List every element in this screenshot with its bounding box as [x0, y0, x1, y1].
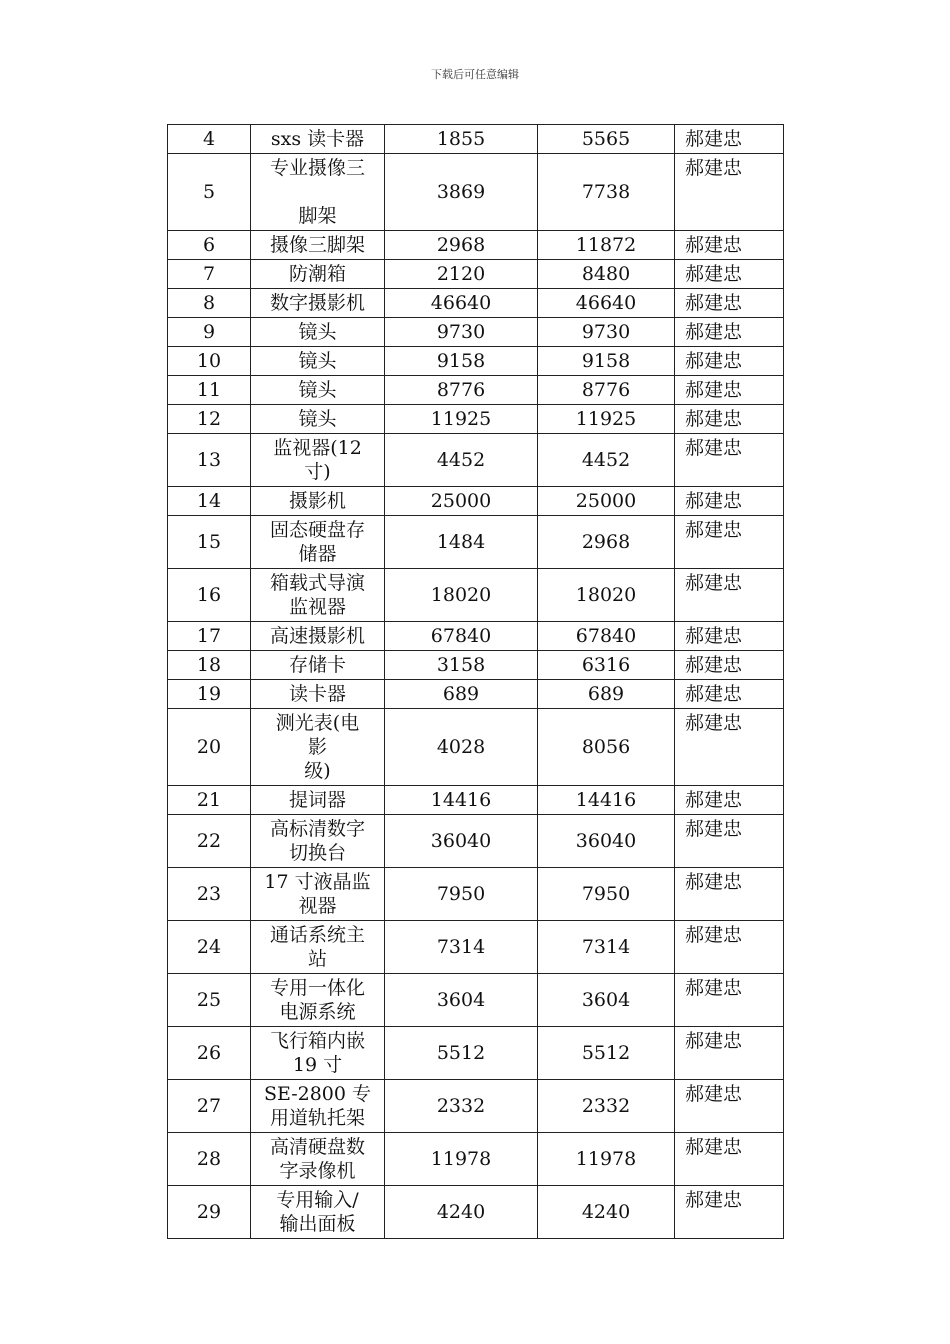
owner-cell: 郝建忠	[675, 125, 784, 154]
owner-cell: 郝建忠	[675, 651, 784, 680]
table-row	[168, 125, 784, 154]
row-number-cell: 11	[168, 376, 251, 405]
owner-cell: 郝建忠	[675, 376, 784, 405]
total-price-cell: 689	[538, 680, 675, 709]
item-name-cell: 存储卡	[251, 651, 385, 680]
unit-price-cell: 3158	[385, 651, 538, 680]
unit-price-cell: 1855	[385, 125, 538, 154]
total-price-cell: 7314	[538, 921, 675, 974]
total-price-cell: 11925	[538, 405, 675, 434]
table-row	[168, 786, 784, 815]
item-name-cell: 高速摄影机	[251, 622, 385, 651]
table-row	[168, 868, 784, 921]
total-price-cell: 46640	[538, 289, 675, 318]
unit-price-cell: 8776	[385, 376, 538, 405]
row-number-cell: 16	[168, 569, 251, 622]
row-number-cell: 22	[168, 815, 251, 868]
item-name-cell: 箱载式导演 监视器	[251, 569, 385, 622]
unit-price-cell: 9730	[385, 318, 538, 347]
item-name-cell: SE-2800 专 用道轨托架	[251, 1080, 385, 1133]
item-name-cell: 17 寸液晶监 视器	[251, 868, 385, 921]
owner-cell: 郝建忠	[675, 154, 784, 231]
total-price-cell: 7738	[538, 154, 675, 231]
table-row	[168, 651, 784, 680]
owner-cell: 郝建忠	[675, 434, 784, 487]
unit-price-cell: 1484	[385, 516, 538, 569]
item-name-cell: 高标清数字 切换台	[251, 815, 385, 868]
table-row	[168, 1133, 784, 1186]
equipment-table	[167, 124, 784, 1239]
table-row	[168, 622, 784, 651]
unit-price-cell: 2332	[385, 1080, 538, 1133]
table-row	[168, 487, 784, 516]
owner-cell: 郝建忠	[675, 516, 784, 569]
equipment-table-body	[168, 125, 784, 1239]
total-price-cell: 67840	[538, 622, 675, 651]
owner-cell: 郝建忠	[675, 921, 784, 974]
row-number-cell: 14	[168, 487, 251, 516]
row-number-cell: 27	[168, 1080, 251, 1133]
unit-price-cell: 4452	[385, 434, 538, 487]
unit-price-cell: 4240	[385, 1186, 538, 1239]
owner-cell: 郝建忠	[675, 622, 784, 651]
row-number-cell: 19	[168, 680, 251, 709]
item-name-cell: 监视器(12 寸)	[251, 434, 385, 487]
total-price-cell: 8480	[538, 260, 675, 289]
table-row	[168, 1027, 784, 1080]
row-number-cell: 20	[168, 709, 251, 786]
table-row	[168, 516, 784, 569]
owner-cell: 郝建忠	[675, 815, 784, 868]
item-name-cell: 通话系统主 站	[251, 921, 385, 974]
item-name-cell: 摄影机	[251, 487, 385, 516]
total-price-cell: 2968	[538, 516, 675, 569]
unit-price-cell: 18020	[385, 569, 538, 622]
unit-price-cell: 689	[385, 680, 538, 709]
row-number-cell: 10	[168, 347, 251, 376]
row-number-cell: 8	[168, 289, 251, 318]
unit-price-cell: 7314	[385, 921, 538, 974]
table-row	[168, 347, 784, 376]
total-price-cell: 7950	[538, 868, 675, 921]
total-price-cell: 9730	[538, 318, 675, 347]
row-number-cell: 21	[168, 786, 251, 815]
table-row	[168, 569, 784, 622]
total-price-cell: 5565	[538, 125, 675, 154]
item-name-cell: 镜头	[251, 318, 385, 347]
total-price-cell: 11978	[538, 1133, 675, 1186]
table-row	[168, 154, 784, 231]
total-price-cell: 6316	[538, 651, 675, 680]
total-price-cell: 25000	[538, 487, 675, 516]
row-number-cell: 7	[168, 260, 251, 289]
item-name-cell: 镜头	[251, 376, 385, 405]
row-number-cell: 24	[168, 921, 251, 974]
row-number-cell: 9	[168, 318, 251, 347]
table-row	[168, 434, 784, 487]
table-row	[168, 709, 784, 786]
unit-price-cell: 25000	[385, 487, 538, 516]
table-row	[168, 921, 784, 974]
item-name-cell: 防潮箱	[251, 260, 385, 289]
owner-cell: 郝建忠	[675, 1186, 784, 1239]
unit-price-cell: 67840	[385, 622, 538, 651]
row-number-cell: 15	[168, 516, 251, 569]
table-row	[168, 680, 784, 709]
unit-price-cell: 9158	[385, 347, 538, 376]
item-name-cell: 摄像三脚架	[251, 231, 385, 260]
owner-cell: 郝建忠	[675, 1027, 784, 1080]
total-price-cell: 36040	[538, 815, 675, 868]
owner-cell: 郝建忠	[675, 487, 784, 516]
row-number-cell: 18	[168, 651, 251, 680]
total-price-cell: 11872	[538, 231, 675, 260]
unit-price-cell: 14416	[385, 786, 538, 815]
item-name-cell: 提词器	[251, 786, 385, 815]
item-name-cell: 测光表(电 影 级)	[251, 709, 385, 786]
item-name-cell: 镜头	[251, 405, 385, 434]
unit-price-cell: 46640	[385, 289, 538, 318]
row-number-cell: 13	[168, 434, 251, 487]
row-number-cell: 17	[168, 622, 251, 651]
unit-price-cell: 2968	[385, 231, 538, 260]
row-number-cell: 25	[168, 974, 251, 1027]
owner-cell: 郝建忠	[675, 1133, 784, 1186]
unit-price-cell: 36040	[385, 815, 538, 868]
owner-cell: 郝建忠	[675, 709, 784, 786]
row-number-cell: 26	[168, 1027, 251, 1080]
table-row	[168, 815, 784, 868]
table-row	[168, 405, 784, 434]
table-row	[168, 318, 784, 347]
total-price-cell: 3604	[538, 974, 675, 1027]
item-name-cell: 镜头	[251, 347, 385, 376]
row-number-cell: 5	[168, 154, 251, 231]
table-row	[168, 974, 784, 1027]
owner-cell: 郝建忠	[675, 289, 784, 318]
owner-cell: 郝建忠	[675, 405, 784, 434]
unit-price-cell: 11925	[385, 405, 538, 434]
item-name-cell: sxs 读卡器	[251, 125, 385, 154]
row-number-cell: 29	[168, 1186, 251, 1239]
total-price-cell: 2332	[538, 1080, 675, 1133]
table-row	[168, 1080, 784, 1133]
row-number-cell: 23	[168, 868, 251, 921]
owner-cell: 郝建忠	[675, 974, 784, 1027]
item-name-cell: 读卡器	[251, 680, 385, 709]
total-price-cell: 4452	[538, 434, 675, 487]
owner-cell: 郝建忠	[675, 868, 784, 921]
total-price-cell: 18020	[538, 569, 675, 622]
row-number-cell: 28	[168, 1133, 251, 1186]
table-row	[168, 1186, 784, 1239]
total-price-cell: 14416	[538, 786, 675, 815]
total-price-cell: 4240	[538, 1186, 675, 1239]
unit-price-cell: 4028	[385, 709, 538, 786]
total-price-cell: 8776	[538, 376, 675, 405]
row-number-cell: 12	[168, 405, 251, 434]
total-price-cell: 9158	[538, 347, 675, 376]
item-name-cell: 专业摄像三 脚架	[251, 154, 385, 231]
owner-cell: 郝建忠	[675, 680, 784, 709]
item-name-cell: 专用输入/ 输出面板	[251, 1186, 385, 1239]
owner-cell: 郝建忠	[675, 786, 784, 815]
unit-price-cell: 7950	[385, 868, 538, 921]
row-number-cell: 6	[168, 231, 251, 260]
table-row	[168, 376, 784, 405]
owner-cell: 郝建忠	[675, 318, 784, 347]
owner-cell: 郝建忠	[675, 1080, 784, 1133]
item-name-cell: 固态硬盘存 储器	[251, 516, 385, 569]
owner-cell: 郝建忠	[675, 569, 784, 622]
owner-cell: 郝建忠	[675, 231, 784, 260]
total-price-cell: 8056	[538, 709, 675, 786]
item-name-cell: 飞行箱内嵌 19 寸	[251, 1027, 385, 1080]
unit-price-cell: 2120	[385, 260, 538, 289]
unit-price-cell: 11978	[385, 1133, 538, 1186]
item-name-cell: 数字摄影机	[251, 289, 385, 318]
row-number-cell: 4	[168, 125, 251, 154]
unit-price-cell: 3604	[385, 974, 538, 1027]
item-name-cell: 高清硬盘数 字录像机	[251, 1133, 385, 1186]
table-row	[168, 289, 784, 318]
page-header: 下载后可任意编辑	[431, 68, 519, 81]
table-row	[168, 231, 784, 260]
item-name-cell: 专用一体化 电源系统	[251, 974, 385, 1027]
owner-cell: 郝建忠	[675, 260, 784, 289]
table-row	[168, 260, 784, 289]
owner-cell: 郝建忠	[675, 347, 784, 376]
unit-price-cell: 5512	[385, 1027, 538, 1080]
unit-price-cell: 3869	[385, 154, 538, 231]
total-price-cell: 5512	[538, 1027, 675, 1080]
